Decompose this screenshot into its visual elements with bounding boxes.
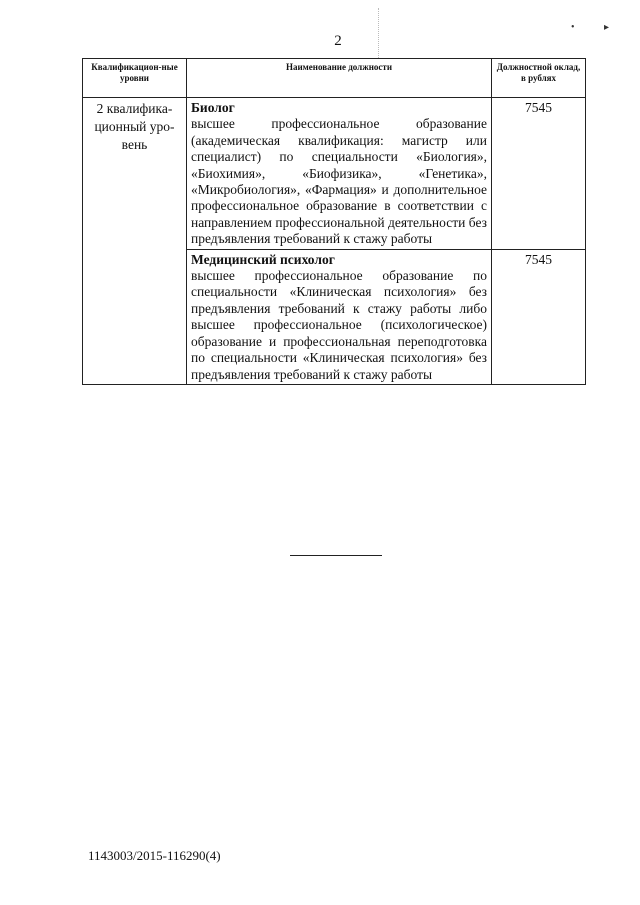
position-cell: [187, 249, 492, 384]
table-row: [83, 98, 586, 250]
salary-value: 7545: [492, 249, 586, 384]
position-description: высшее профессиональное образование по специальности «Клиническая психология» без предъявления требований к стажу работы либо высшее профессиональное (психологическое) образование и профессиональная переподготовка по специальности «Клиническая психология» без предъявления требований к стажу работы: [191, 268, 487, 382]
scan-artifact-line: [378, 8, 380, 58]
page-number: 2: [334, 33, 342, 49]
scan-artifact-mark: ▸: [604, 22, 610, 33]
document-code: 1143003/2015-116290(4): [88, 848, 221, 863]
salary-value: 7545: [492, 98, 586, 250]
table-header-row: [83, 59, 586, 98]
position-title: Биолог: [191, 100, 235, 115]
position-cell: [187, 98, 492, 250]
position-title: Медицинский психолог: [191, 251, 335, 267]
header-salary: Должностной оклад, в рублях: [492, 59, 586, 98]
header-position: Наименование должности: [187, 59, 492, 98]
qualification-level: 2 квалифика-ционный уро-вень: [83, 98, 187, 385]
scan-artifact-mark: •: [571, 22, 575, 33]
salary-table: [82, 58, 586, 385]
end-divider: [290, 555, 382, 556]
position-description: высшее профессиональное образование (академическая квалификация: магистр или специалист) по специальности «Биология», «Биохимия», «Биофизика», «Генетика», «Микробиология», «Фармация» и дополнительное профессиональное образование в соответствии с направлением профессиональной деятельности без предъявления требований к стажу работы: [191, 116, 487, 247]
header-level: Квалификацион-ные уровни: [83, 59, 187, 98]
